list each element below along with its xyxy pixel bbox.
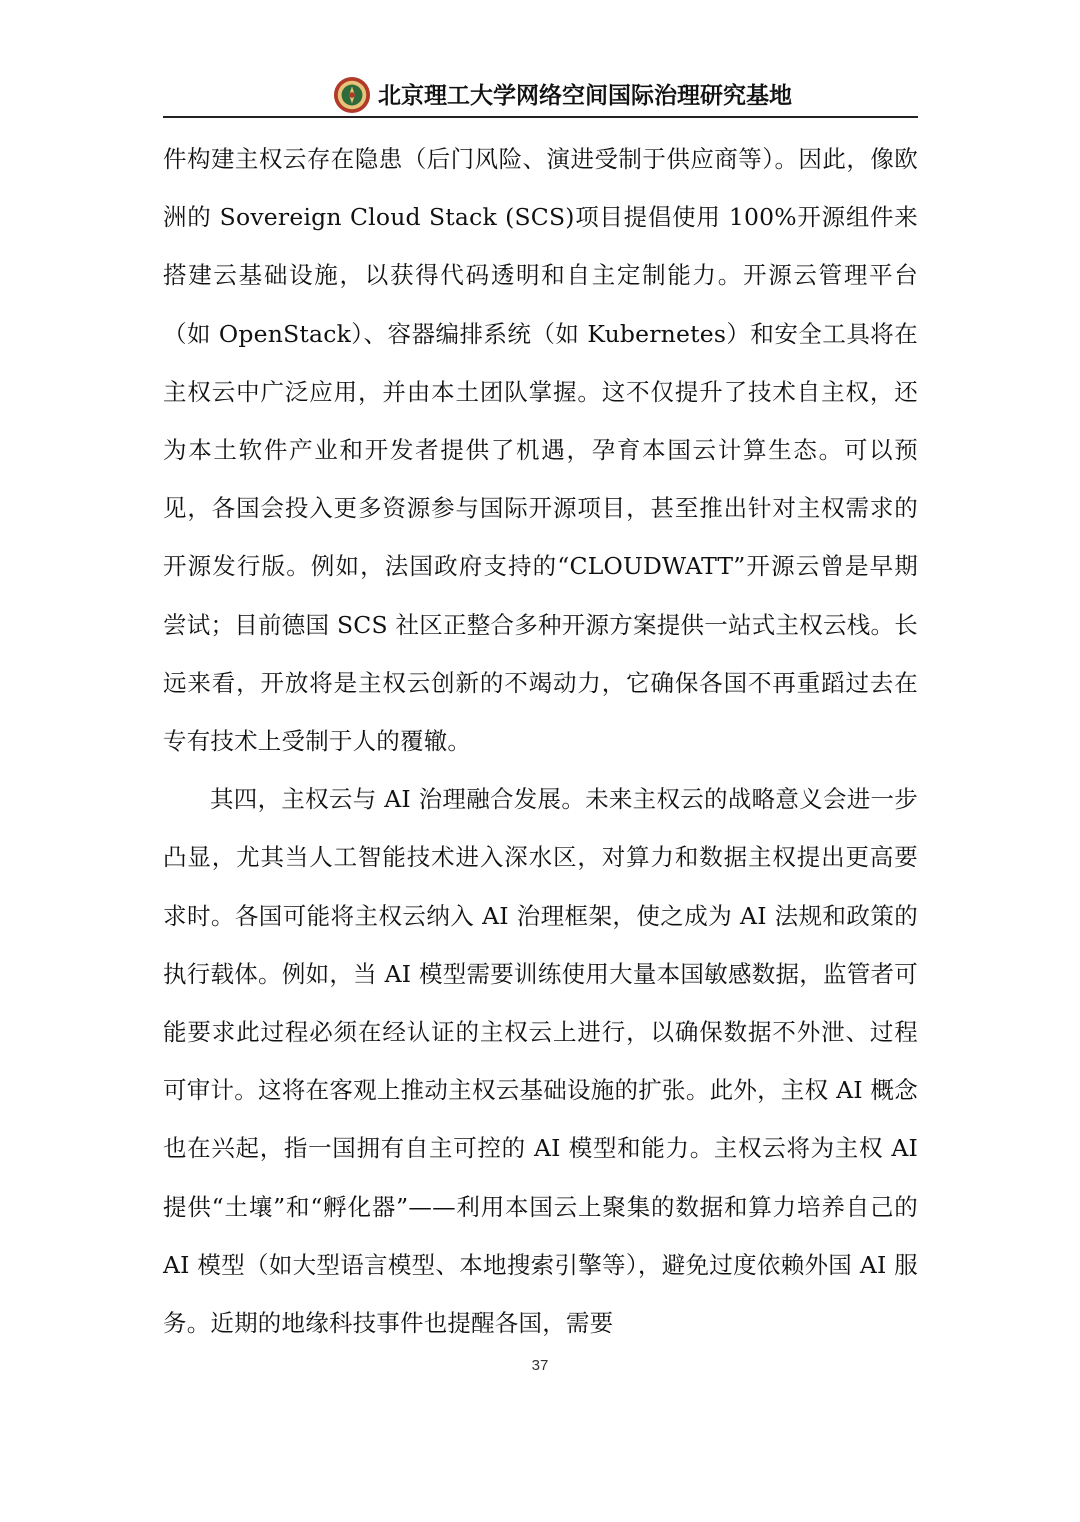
document-body xyxy=(163,130,918,1352)
university-seal-icon xyxy=(333,76,371,114)
body-paragraph-continued: 件构建主权云存在隐患（后门风险、演进受制于供应商等）。因此，像欧洲的 Sovereign Cloud Stack (SCS)项目提倡使用 100%开源组件来搭建云基础设施，以获得代码透明和自主定制能力。开源云管理平台（如 OpenStack）、容器编排系统（如 Kubernetes）和安全工具将在主权云中广泛应用，并由本土团队掌握。这不仅提升了技术自主权，还为本土软件产业和开发者提供了机遇，孕育本国云计算生态。可以预见，各国会投入更多资源参与国际开源项目，甚至推出针对主权需求的开源发行版。例如，法国政府支持的“CLOUDWATT”开源云曾是早期尝试；目前德国 SCS 社区正整合多种开源方案提供一站式主权云栈。长远来看，开放将是主权云创新的不竭动力，它确保各国不再重蹈过去在专有技术上受制于人的覆辙。 xyxy=(163,145,918,756)
header-institution-title: 北京理工大学网络空间国际治理研究基地 xyxy=(378,83,792,109)
page-header xyxy=(0,0,1080,125)
page-number: 37 xyxy=(531,1357,549,1374)
header-divider xyxy=(163,116,918,118)
body-paragraph-ai-governance: 其四，主权云与 AI 治理融合发展。未来主权云的战略意义会进一步凸显，尤其当人工智能技术进入深水区，对算力和数据主权提出更高要求时。各国可能将主权云纳入 AI 治理框架，使之成为 AI 法规和政策的执行载体。例如，当 AI 模型需要训练使用大量本国敏感数据，监管者可能要求此过程必须在经认证的主权云上进行，以确保数据不外泄、过程可审计。这将在客观上推动主权云基础设施的扩张。此外，主权 AI 概念也在兴起，指一国拥有自主可控的 AI 模型和能力。主权云将为主权 AI 提供“土壤”和“孵化器”——利用本国云上聚集的数据和算力培养自己的 AI 模型（如大型语言模型、本地搜索引擎等），避免过度依赖外国 AI 服务。近期的地缘科技事件也提醒各国，需要 xyxy=(163,785,918,1338)
